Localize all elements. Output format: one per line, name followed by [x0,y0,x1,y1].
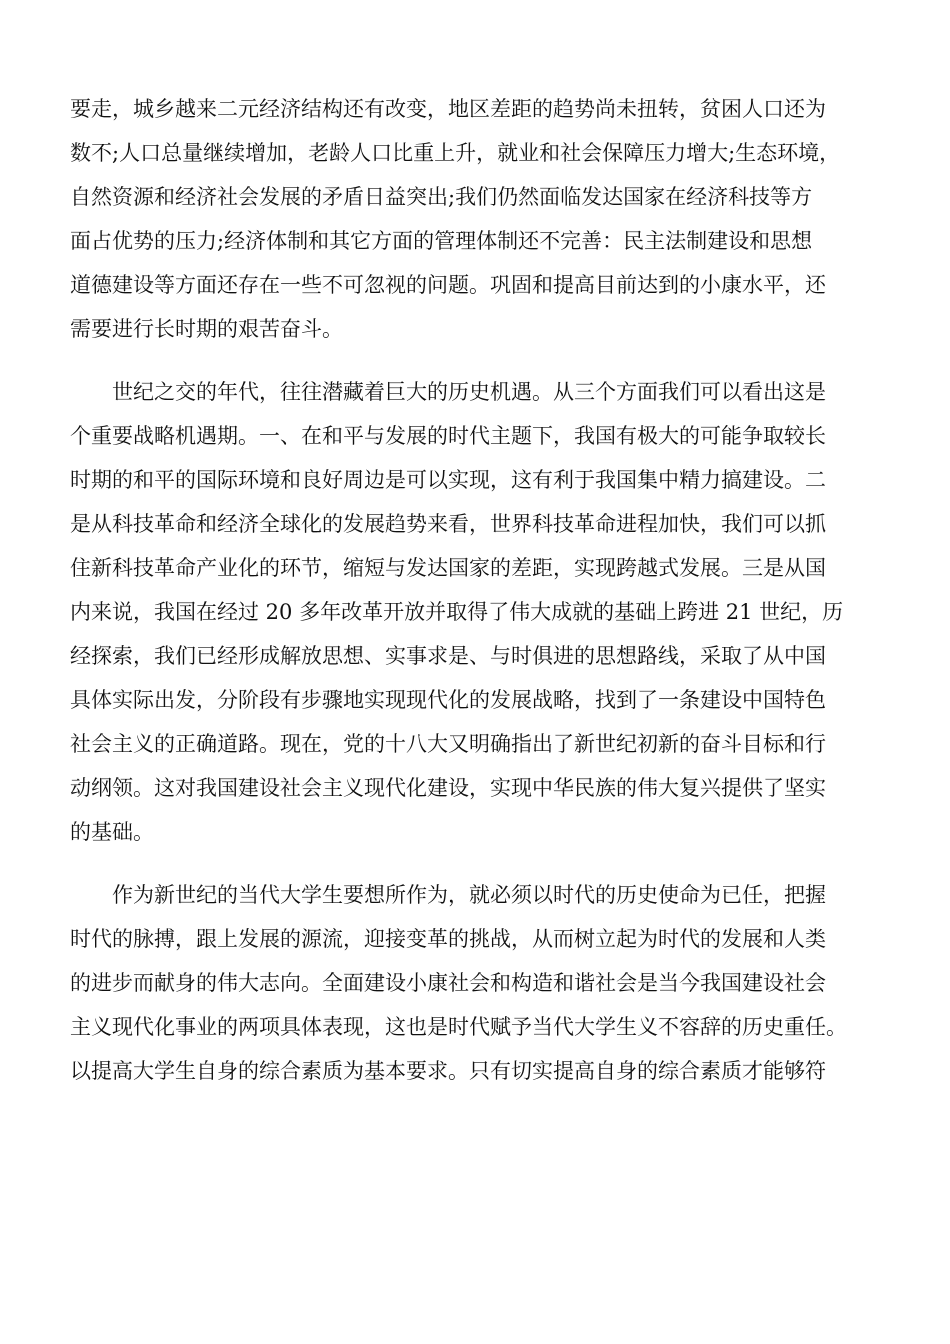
paragraph [70,87,890,351]
text-line: 住新科技革命产业化的环节，缩短与发达国家的差距，实现跨越式发展。三是从国 [70,556,826,580]
text-line: 作为新世纪的当代大学生要想所作为，就必须以时代的历史使命为已任，把握 [70,883,826,907]
document-body [70,87,890,1093]
text-line: 时代的脉搏，跟上发展的源流，迎接变革的挑战，从而树立起为时代的发展和人类 [70,927,826,951]
text-line: 数不;人口总量继续增加，老龄人口比重上升，就业和社会保障压力增大;生态环境， [70,141,841,165]
text-line: 的进步而献身的伟大志向。全面建设小康社会和构造和谐社会是当今我国建设社会 [70,971,826,995]
paragraph [70,873,890,1093]
text-line: 主义现代化事业的两项具体表现，这也是时代赋予当代大学生义不容辞的历史重任。 [70,1015,847,1039]
paragraph-spacer [70,351,890,370]
text-line: 动纲领。这对我国建设社会主义现代化建设，实现中华民族的伟大复兴提供了坚实 [70,776,826,800]
text-line: 具体实际出发，分阶段有步骤地实现现代化的发展战略，找到了一条建设中国特色 [70,688,826,712]
paragraph [70,370,890,854]
text-line: 世纪之交的年代，往往潜藏着巨大的历史机遇。从三个方面我们可以看出这是 [70,380,826,404]
text-line: 社会主义的正确道路。现在，党的十八大又明确指出了新世纪初新的奋斗目标和行 [70,732,826,756]
paragraph-spacer [70,854,890,873]
text-line: 以提高大学生自身的综合素质为基本要求。只有切实提高自身的综合素质才能够符 [70,1059,826,1083]
text-line: 要走，城乡越来二元经济结构还有改变，地区差距的趋势尚未扭转，贫困人口还为 [70,97,826,121]
text-line: 的基础。 [70,820,154,844]
text-line: 自然资源和经济社会发展的矛盾日益突出;我们仍然面临发达国家在经济科技等方 [70,185,813,209]
text-line: 道德建设等方面还存在一些不可忽视的问题。巩固和提高目前达到的小康水平，还 [70,273,826,297]
text-line: 是从科技革命和经济全球化的发展趋势来看，世界科技革命进程加快，我们可以抓 [70,512,826,536]
text-line: 面占优势的压力;经济体制和其它方面的管理体制还不完善：民主法制建设和思想 [70,229,813,253]
text-line: 时期的和平的国际环境和良好周边是可以实现，这有利于我国集中精力搞建设。二 [70,468,826,492]
text-line: 经探索，我们已经形成解放思想、实事求是、与时俱进的思想路线，采取了从中国 [70,644,826,668]
text-line: 个重要战略机遇期。一、在和平与发展的时代主题下，我国有极大的可能争取较长 [70,424,826,448]
text-line: 内来说，我国在经过 20 多年改革开放并取得了伟大成就的基础上跨进 21 世纪，历 [70,600,844,624]
text-line: 需要进行长时期的艰苦奋斗。 [70,317,343,341]
